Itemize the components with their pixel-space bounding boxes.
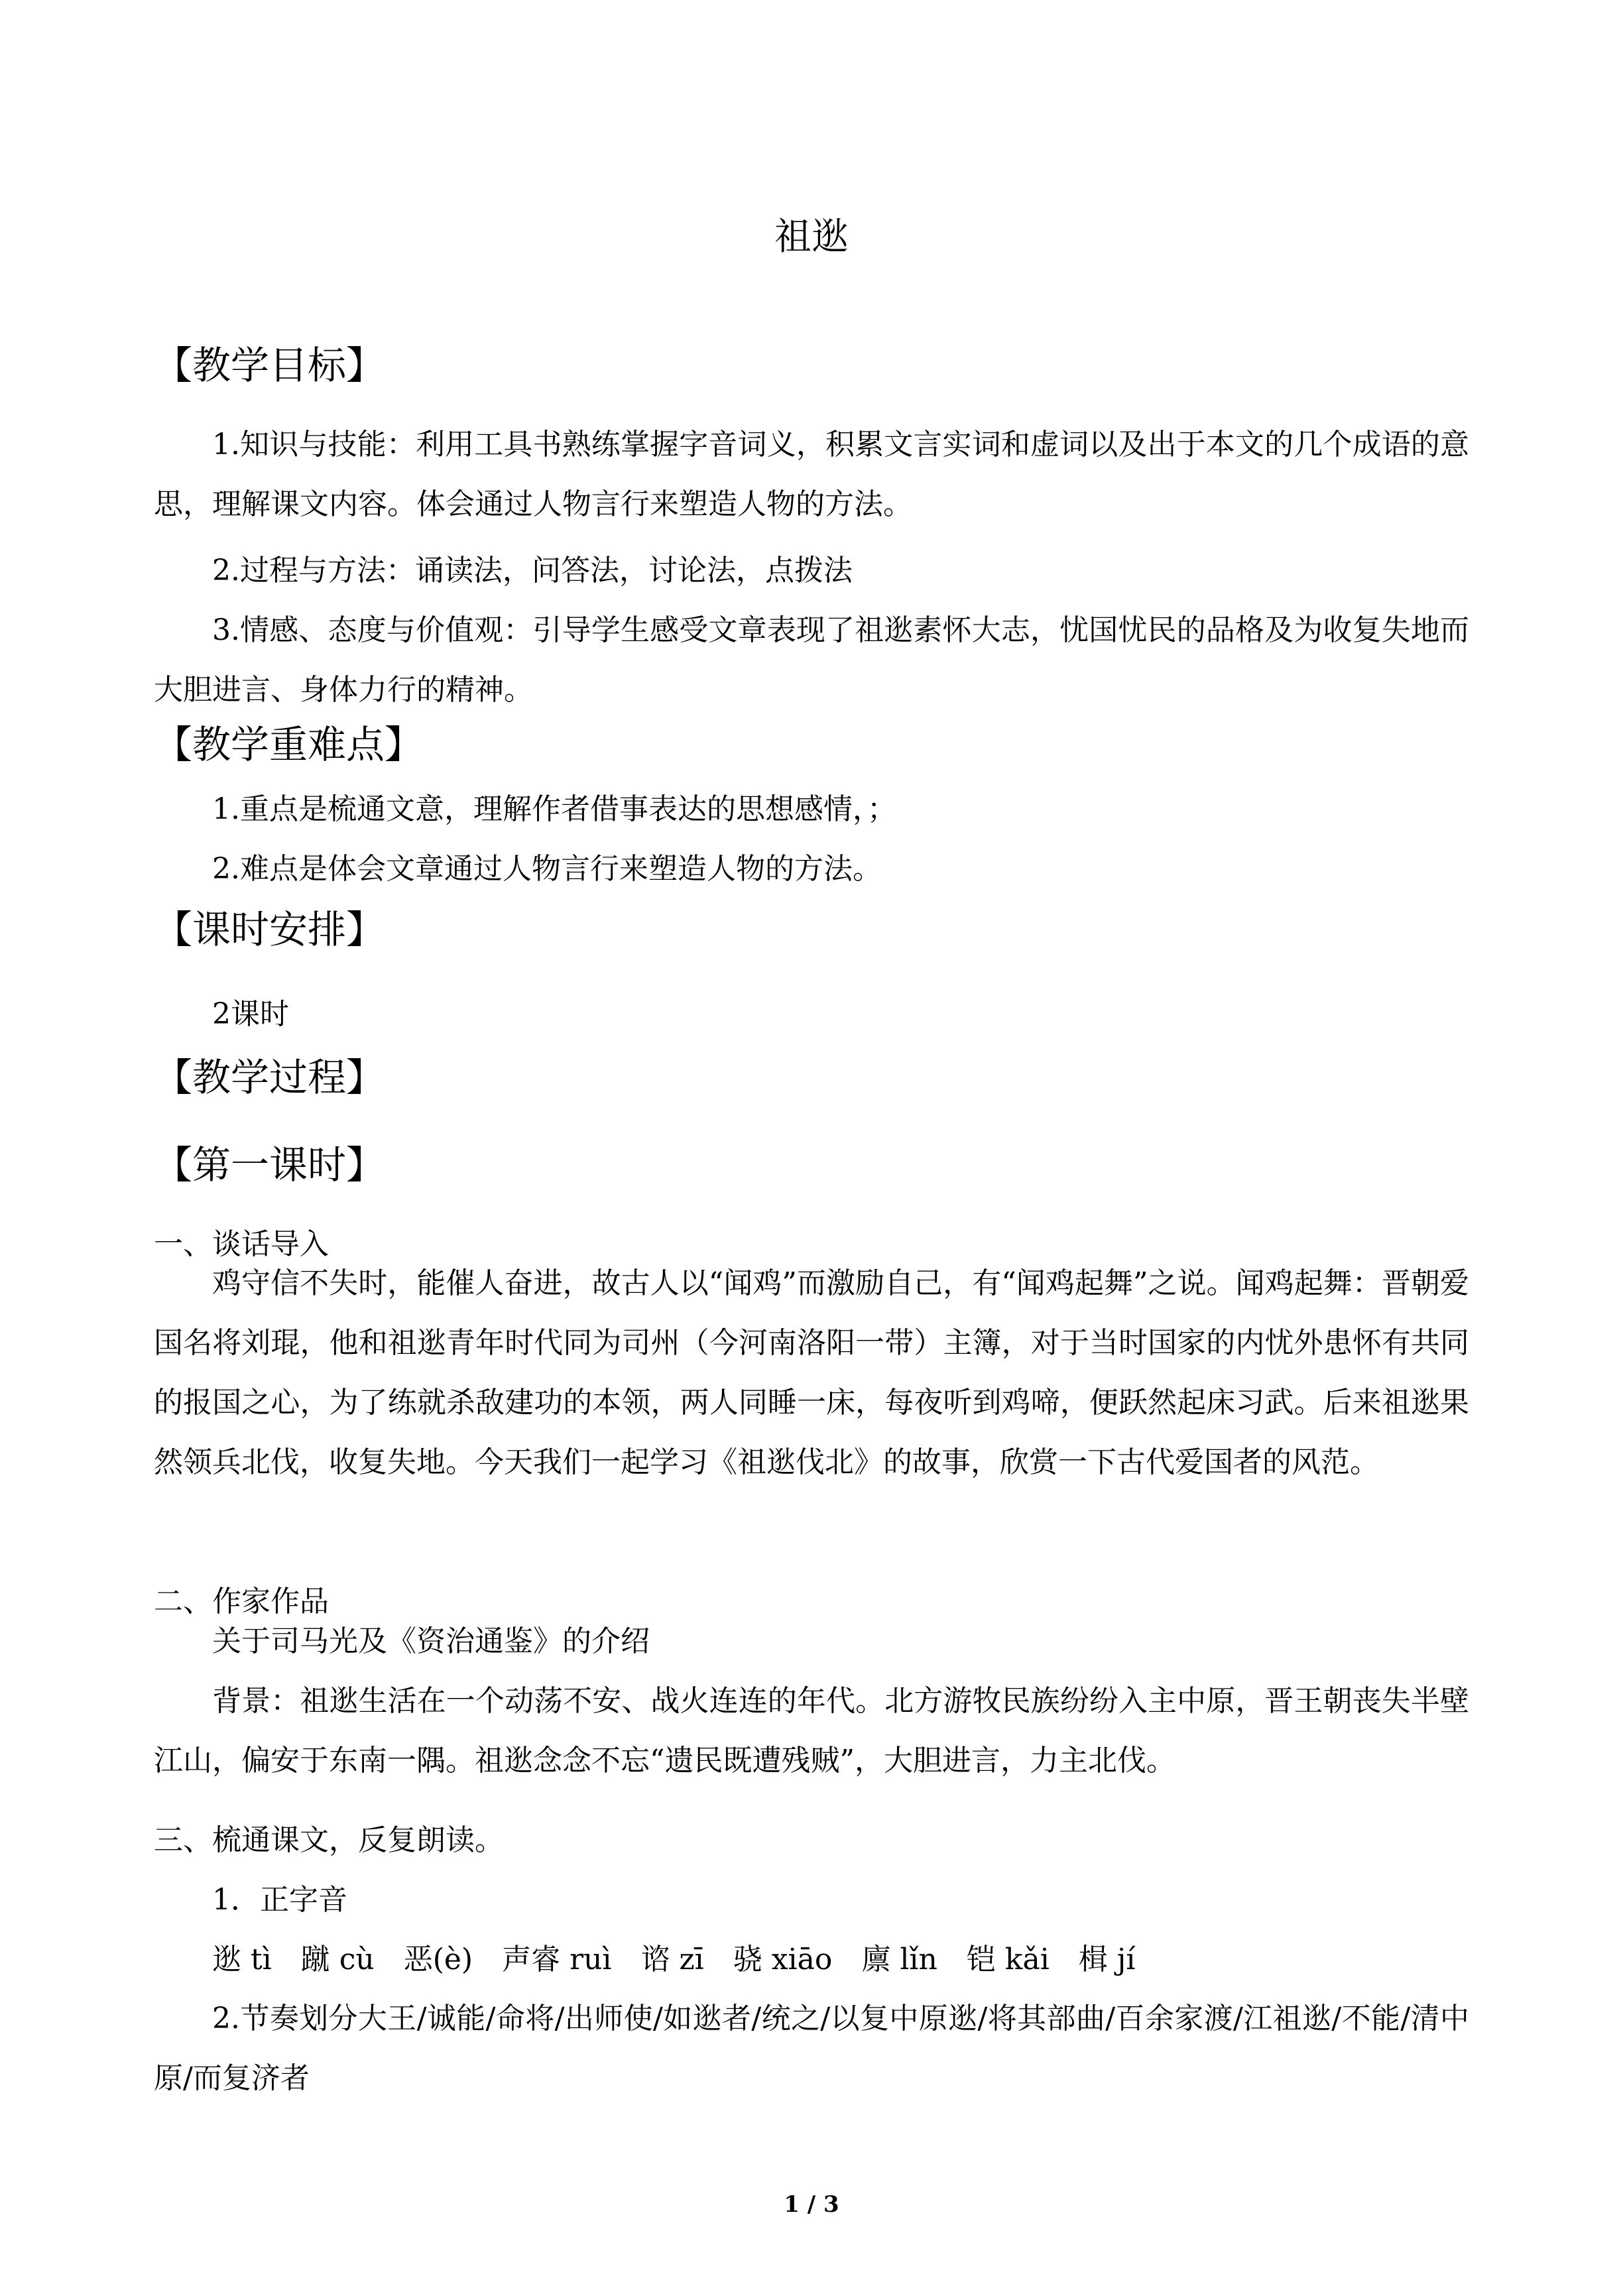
document-title: 祖逖 [774, 215, 849, 259]
heading-schedule: 【课时安排】 [154, 907, 385, 952]
key-points-item-1: 1.重点是梳通文意，理解作者借事表达的思想感情，； [212, 792, 896, 826]
heading-key-points: 【教学重难点】 [154, 722, 424, 767]
heading-process: 【教学过程】 [154, 1055, 385, 1100]
schedule-hours: 2课时 [212, 997, 289, 1031]
section-2-text-1: 关于司马光及《资治通鉴》的介绍 [212, 1624, 650, 1658]
document-page [154, 0, 1480, 2296]
section-3-item-1: 1．正字音 [212, 1883, 347, 1917]
section-2-title: 二、作家作品 [154, 1585, 329, 1618]
pronunciation-list: 逖 tì 蹴 cù 恶(è) 声睿 ruì 谘 zī 骁 xiāo 廪 lǐn 铠 kǎi 楫 jí [212, 1943, 1136, 1976]
objectives-item-1: 1.知识与技能：利用工具书熟练掌握字音词义，积累文言实词和虚词以及出于本文的几个成语的意思，理解课文内容。体会通过人物言行来塑造人物的方法。 [154, 428, 1469, 521]
section-1-text: 鸡守信不失时，能催人奋进，故古人以“闻鸡”而激励自己，有“闻鸡起舞”之说。闻鸡起舞：晋朝爱国名将刘琨，他和祖逖青年时代同为司州（今河南洛阳一带）主簿，对于当时国家的内忧外患怀有共同的报国之心，为了练就杀敌建功的本领，两人同睡一床，每夜听到鸡啼，便跃然起床习武。后来祖逖果然领兵北伐，收复失地。今天我们一起学习《祖逖伐北》的故事，欣赏一下古代爱国者的风范。 [154, 1266, 1469, 1479]
objectives-item-2: 2.过程与方法：诵读法，问答法，讨论法，点拨法 [212, 554, 853, 587]
section-2-text-2: 背景：祖逖生活在一个动荡不安、战火连连的年代。北方游牧民族纷纷入主中原，晋王朝丧失半壁江山，偏安于东南一隅。祖逖念念不忘“遗民既遭残贼”，大胆进言，力主北伐。 [154, 1684, 1469, 1778]
section-1-title: 一、谈话导入 [154, 1227, 329, 1261]
section-3-item-2: 2.节奏划分大王/诚能/命将/出师使/如逖者/统之/以复中原逖/将其部曲/百余家渡/江祖逖/不能/清中原/而复济者 [154, 2002, 1469, 2095]
heading-lesson-1: 【第一课时】 [154, 1142, 385, 1187]
section-3-title: 三、梳通课文，反复朗读。 [154, 1823, 504, 1857]
key-points-item-2: 2.难点是体会文章通过人物言行来塑造人物的方法。 [212, 852, 882, 886]
page-number: 1 / 3 [784, 2191, 839, 2218]
heading-objectives: 【教学目标】 [154, 343, 385, 388]
objectives-item-3: 3.情感、态度与价值观：引导学生感受文章表现了祖逖素怀大志，忧国忧民的品格及为收复失地而大胆进言、身体力行的精神。 [154, 613, 1469, 707]
